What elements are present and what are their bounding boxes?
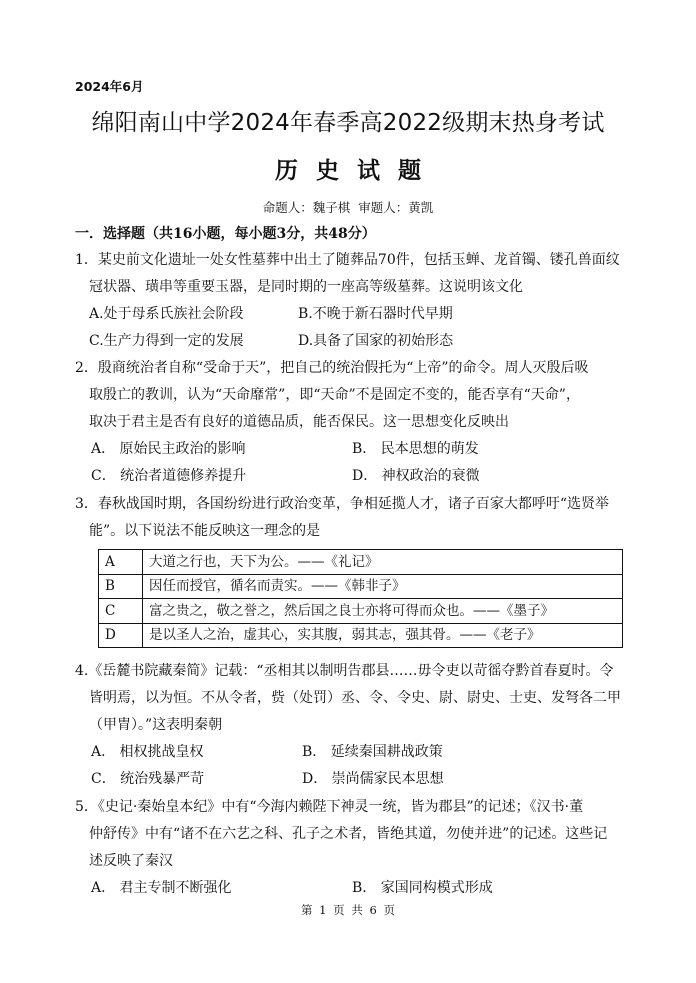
q5-line-3: 述反映了秦汉 <box>89 853 173 869</box>
q5-option-b: B． 家国同构模式形成 <box>352 880 493 896</box>
q2-line-3: 取决于君主是否有良好的道德品质，能否保民。这一思想变化反映出 <box>89 414 509 430</box>
q3-quote-b: 因任而授官，循名而责实。——《韩非子》 <box>143 574 623 599</box>
exam-authors: 命题人：魏子棋 审题人：黄凯 <box>262 200 434 215</box>
q2-option-c: C． 统治者道德修养提升 <box>91 468 247 484</box>
q2-option-a: A． 原始民主政治的影响 <box>91 441 246 457</box>
q1-line-2: 冠状器、璜串等重要玉器，是同时期的一座高等级墓葬。这说明该文化 <box>89 279 523 295</box>
q3-key-d: D <box>99 623 143 648</box>
q3-quote-table <box>98 549 623 648</box>
q5-option-a: A． 君主专制不断强化 <box>91 880 232 896</box>
q3-line-1: 3．春秋战国时期，各国纷纷进行政治变革，争相延揽人才，诸子百家大都呼吁“选贤举 <box>75 496 610 512</box>
q3-quote-c: 富之贵之，敬之誉之，然后国之良士亦将可得而众也。——《墨子》 <box>143 599 623 624</box>
q3-key-c: C <box>99 599 143 624</box>
q5-line-2: 仲舒传》中有“诸不在六艺之科、孔子之术者，皆绝其道，勿使并进”的记述。这些记 <box>89 826 608 842</box>
table-row <box>99 574 623 599</box>
page-footer: 第 1 页 共 6 页 <box>301 903 395 917</box>
q1-line-1: 1．某史前文化遗址一处女性墓葬中出土了随葬品70件，包括玉蝉、龙首镯、镂孔兽面纹 <box>75 252 620 268</box>
q3-quote-a: 大道之行也，天下为公。——《礼记》 <box>143 550 623 575</box>
q2-option-b: B． 民本思想的萌发 <box>352 441 479 457</box>
q3-quote-d: 是以圣人之治，虚其心，实其腹，弱其志，强其骨。——《老子》 <box>143 623 623 648</box>
q3-line-2: 能”。以下说法不能反映这一理念的是 <box>89 523 321 539</box>
q4-line-1: 4.《岳麓书院藏秦简》记载：“丞相其以制明告郡县……毋令吏以苛徭夺黔首春夏时。令 <box>75 663 614 679</box>
q1-option-b: B.不晚于新石器时代早期 <box>298 306 453 322</box>
q4-option-d: D． 崇尚儒家民本思想 <box>302 771 444 787</box>
q3-key-b: B <box>99 574 143 599</box>
q4-line-2: 皆明焉，以为恒。不从令者，赀（处罚）丞、令、令史、尉、尉史、士吏、发弩各二甲 <box>89 690 621 706</box>
q5-line-1: 5．《史记·秦始皇本纪》中有“今海内赖陛下神灵一统，皆为郡县”的记述；《汉书·董 <box>75 799 584 815</box>
q4-option-a: A． 相权挑战皇权 <box>91 744 204 760</box>
q1-option-a: A.处于母系氏族社会阶段 <box>89 306 244 322</box>
table-row <box>99 550 623 575</box>
q4-option-c: C． 统治残暴严苛 <box>91 771 205 787</box>
q2-line-1: 2．殷商统治者自称“受命于天”，把自己的统治假托为“上帝”的命令。周人灭殷后吸 <box>75 360 589 376</box>
exam-title: 绵阳南山中学2024年春季高2022级期末热身考试 <box>91 110 605 136</box>
q4-option-b: B． 延续秦国耕战政策 <box>302 744 443 760</box>
table-row <box>99 599 623 624</box>
exam-subtitle: 历 史 试 题 <box>274 158 422 184</box>
exam-date: 2024年6月 <box>75 79 144 94</box>
q3-key-a: A <box>99 550 143 575</box>
q4-line-3: （甲胄）。”这表明秦朝 <box>89 717 223 733</box>
table-row <box>99 623 623 648</box>
section-heading: 一．选择题（共16小题，每小题3分，共48分） <box>75 226 376 242</box>
q2-option-d: D． 神权政治的衰微 <box>352 468 480 484</box>
q2-line-2: 取殷亡的教训，认为“天命靡常”，即“天命”不是固定不变的，能否享有“天命”， <box>89 387 580 403</box>
q1-option-d: D.具备了国家的初始形态 <box>298 333 454 349</box>
q1-option-c: C.生产力得到一定的发展 <box>89 333 244 349</box>
